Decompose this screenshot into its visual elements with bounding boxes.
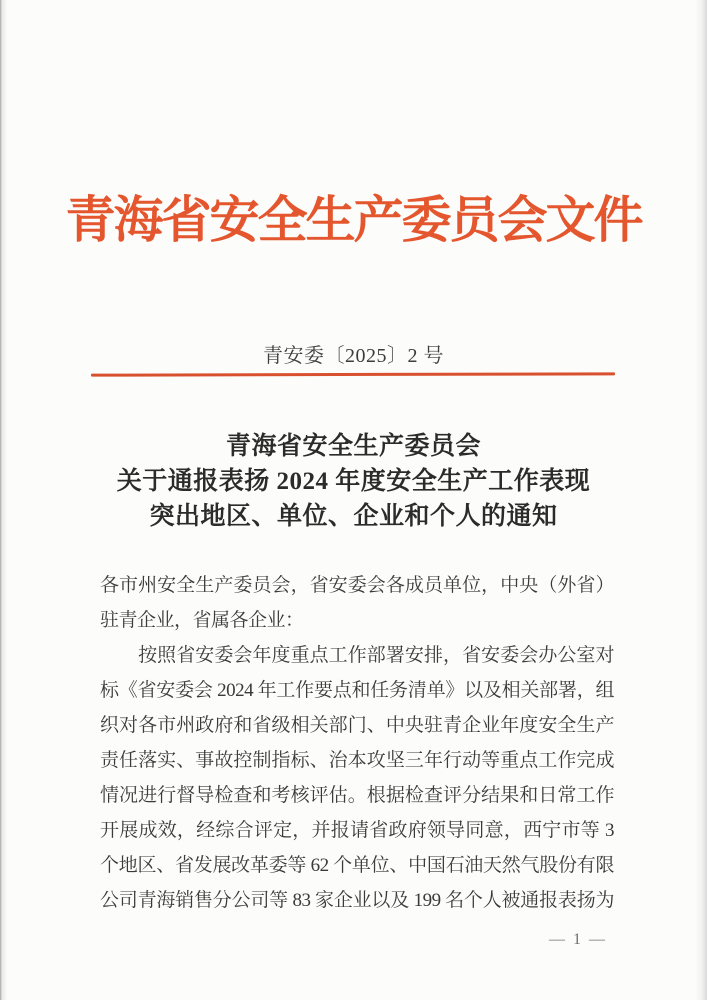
body-line: 个地区、省发展改革委等 62 个单位、中国石油天然气股份有限 bbox=[100, 855, 614, 876]
org-header-title: 青海省安全生产委员会文件 bbox=[65, 192, 642, 248]
doc-number: 青安委〔2025〕2 号 bbox=[263, 345, 444, 367]
body-line: 各市州安全生产委员会，省安委会各成员单位，中央（外省） bbox=[100, 575, 614, 596]
body-line: 标《省安委会 2024 年工作要点和任务清单》以及相关部署，组 bbox=[100, 680, 614, 701]
body-line: 驻青企业，省属各企业： bbox=[100, 610, 304, 631]
body-line: 情况进行督导检查和考核评估。根据检查评分结果和日常工作 bbox=[100, 785, 614, 806]
red-divider-rule bbox=[91, 372, 615, 376]
body-line: 开展成效，经综合评定，并报请省政府领导同意，西宁市等 3 bbox=[100, 820, 614, 841]
body-line: 责任落实、事故控制指标、治本攻坚三年行动等重点工作完成 bbox=[100, 750, 614, 771]
doc-title-line: 关于通报表扬 2024 年度安全生产工作表现 bbox=[116, 468, 591, 495]
page-number: — 1 — bbox=[549, 931, 607, 948]
body-line: 公司青海销售分公司等 83 家企业以及 199 名个人被通报表扬为 bbox=[100, 890, 614, 911]
body-line: 按照省安委会年度重点工作部署安排，省安委会办公室对 bbox=[100, 645, 614, 666]
document-body bbox=[100, 568, 614, 918]
doc-title bbox=[60, 429, 647, 534]
doc-title-line: 青海省安全生产委员会 bbox=[225, 433, 481, 460]
body-line: 织对各市州政府和省级相关部门、中央驻青企业年度安全生产 bbox=[100, 715, 614, 736]
doc-title-line: 突出地区、单位、企业和个人的通知 bbox=[149, 503, 558, 530]
